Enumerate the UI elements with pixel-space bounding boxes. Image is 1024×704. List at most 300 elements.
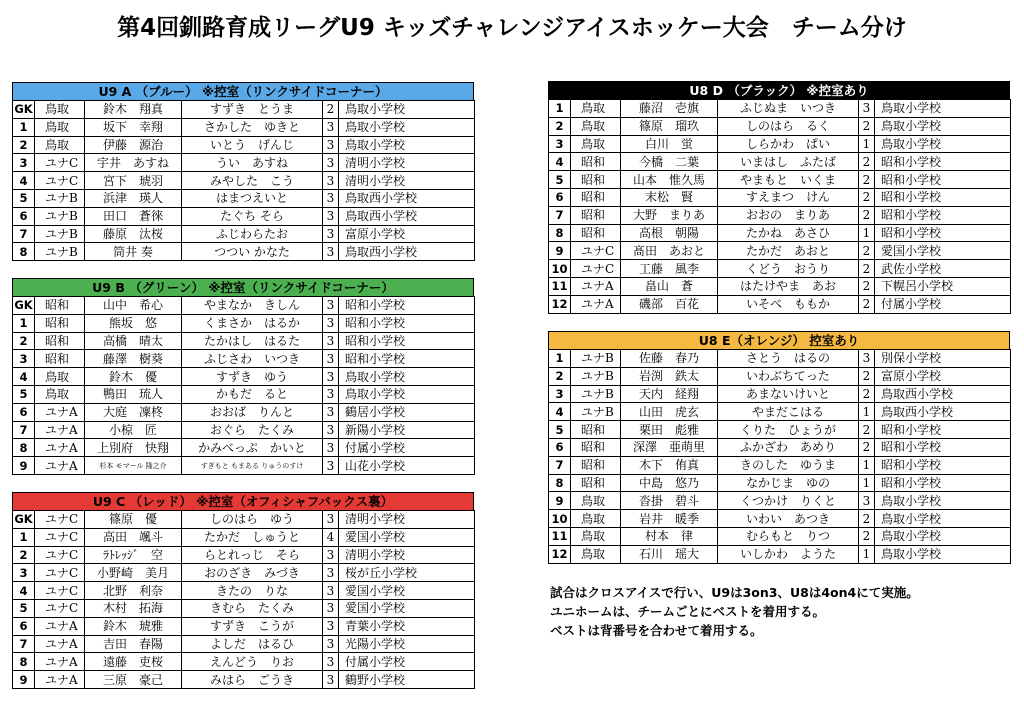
player-name: 三原 豪己 <box>85 671 182 689</box>
player-kana: おおば りんと <box>182 403 323 421</box>
team-name: ユナA <box>571 295 621 313</box>
team-name: 鳥取 <box>571 510 621 528</box>
player-kana: かみべっぷ かいと <box>182 439 323 457</box>
grade: 3 <box>323 207 339 225</box>
grade: 1 <box>859 545 875 563</box>
jersey-number: 11 <box>549 527 571 545</box>
grade: 2 <box>859 367 875 385</box>
school: 鳥取小学校 <box>875 117 1011 135</box>
grade: 3 <box>323 118 339 136</box>
team-name: ユナB <box>571 385 621 403</box>
jersey-number: 3 <box>13 350 35 368</box>
table-row <box>549 206 1011 224</box>
school: 愛国小学校 <box>339 599 475 617</box>
jersey-number: 5 <box>13 189 35 207</box>
jersey-number: 1 <box>13 528 35 546</box>
table-row <box>13 421 475 439</box>
player-name: 篠原 優 <box>85 511 182 529</box>
grade: 3 <box>323 154 339 172</box>
school: 昭和小学校 <box>875 224 1011 242</box>
table-row <box>549 295 1011 313</box>
player-kana: おおの まりあ <box>718 206 859 224</box>
table-row <box>13 564 475 582</box>
jersey-number: 10 <box>549 510 571 528</box>
grade: 2 <box>859 171 875 189</box>
jersey-number: 8 <box>13 653 35 671</box>
player-kana: はまつえいと <box>182 189 323 207</box>
jersey-number: 8 <box>549 224 571 242</box>
table-row <box>13 653 475 671</box>
grade: 3 <box>323 297 339 315</box>
table-row <box>13 528 475 546</box>
player-kana: ふじわらたお <box>182 225 323 243</box>
grade: 3 <box>323 172 339 190</box>
table-row <box>549 385 1011 403</box>
jersey-number: 2 <box>13 136 35 154</box>
jersey-number: 4 <box>549 153 571 171</box>
player-name: 吉田 春陽 <box>85 635 182 653</box>
team-name: 鳥取 <box>35 101 85 119</box>
player-kana: ふかざわ あめり <box>718 438 859 456</box>
team-name: ユナC <box>35 599 85 617</box>
grade: 2 <box>859 188 875 206</box>
team-name: ユナA <box>35 671 85 689</box>
team-name: 鳥取 <box>571 545 621 563</box>
grade: 3 <box>323 368 339 386</box>
player-kana: きむら たくみ <box>182 599 323 617</box>
school: 鳥取小学校 <box>875 545 1011 563</box>
school: 昭和小学校 <box>339 297 475 315</box>
team-name: ユナA <box>35 617 85 635</box>
player-name: 栗田 彪雅 <box>621 421 718 439</box>
grade: 3 <box>323 403 339 421</box>
player-name: 白川 蛍 <box>621 135 718 153</box>
note-line: 試合はクロスアイスで行い、U9は3on3、U8は4on4にて実施。 <box>550 585 919 600</box>
jersey-number: 7 <box>549 206 571 224</box>
team-name: 鳥取 <box>571 527 621 545</box>
table-row <box>549 242 1011 260</box>
team-name: ユナA <box>35 457 85 475</box>
grade: 2 <box>859 438 875 456</box>
player-name: 伊藤 源治 <box>85 136 182 154</box>
team-name: ユナA <box>35 635 85 653</box>
team-u9a-table <box>12 82 474 261</box>
player-name: 篠原 瑠玖 <box>621 117 718 135</box>
player-name: 大庭 凜柊 <box>85 403 182 421</box>
player-kana: しらかわ ぱい <box>718 135 859 153</box>
team-name: ユナB <box>35 189 85 207</box>
table-row <box>13 297 475 315</box>
player-kana: きたの りな <box>182 582 323 600</box>
roster-table <box>548 349 1011 564</box>
team-name: 鳥取 <box>35 385 85 403</box>
school: 鳥取西小学校 <box>339 243 475 261</box>
player-kana: ふじさわ いつき <box>182 350 323 368</box>
player-name: 浜津 瑛人 <box>85 189 182 207</box>
jersey-number: 2 <box>549 367 571 385</box>
school: 付属小学校 <box>339 653 475 671</box>
table-row <box>13 350 475 368</box>
player-name: 高根 朝陽 <box>621 224 718 242</box>
player-kana: なかじま ゆの <box>718 474 859 492</box>
jersey-number: 6 <box>13 207 35 225</box>
jersey-number: 5 <box>13 385 35 403</box>
grade: 3 <box>323 136 339 154</box>
school: 昭和小学校 <box>875 438 1011 456</box>
jersey-number: 6 <box>13 617 35 635</box>
team-name: ユナB <box>571 350 621 368</box>
jersey-number: 7 <box>13 635 35 653</box>
player-kana: しのはら ゆう <box>182 511 323 529</box>
player-kana: いまはし ふたば <box>718 153 859 171</box>
school: 昭和小学校 <box>875 188 1011 206</box>
table-row <box>549 171 1011 189</box>
player-kana: はたけやま あお <box>718 277 859 295</box>
school: 鳥取小学校 <box>875 492 1011 510</box>
player-name: 小野崎 美月 <box>85 564 182 582</box>
player-name: 山本 惟久馬 <box>621 171 718 189</box>
player-kana: きのした ゆうま <box>718 456 859 474</box>
team-name: ユナA <box>35 403 85 421</box>
table-row <box>13 314 475 332</box>
player-name: 筒井 奏 <box>85 243 182 261</box>
player-kana: うい あすね <box>182 154 323 172</box>
school: 鳥取小学校 <box>339 136 475 154</box>
grade: 2 <box>323 101 339 119</box>
jersey-number: 4 <box>13 582 35 600</box>
team-name: 昭和 <box>35 332 85 350</box>
player-name: 藤原 汰桜 <box>85 225 182 243</box>
grade: 2 <box>859 385 875 403</box>
player-kana: いわい あつき <box>718 510 859 528</box>
jersey-number: 9 <box>13 457 35 475</box>
table-row <box>13 403 475 421</box>
school: 光陽小学校 <box>339 635 475 653</box>
team-name: ユナA <box>35 439 85 457</box>
roster-table <box>12 100 475 261</box>
team-name: 鳥取 <box>571 492 621 510</box>
school: 鳥取小学校 <box>339 385 475 403</box>
school: 富原小学校 <box>875 367 1011 385</box>
grade: 2 <box>859 153 875 171</box>
table-row <box>549 188 1011 206</box>
player-kana: すずき ゆう <box>182 368 323 386</box>
player-name: 田口 蒼徠 <box>85 207 182 225</box>
player-name: 工藤 風李 <box>621 260 718 278</box>
jersey-number: 10 <box>549 260 571 278</box>
player-kana: おのざき みづき <box>182 564 323 582</box>
player-name: 末松 賢 <box>621 188 718 206</box>
school: 昭和小学校 <box>875 206 1011 224</box>
table-row <box>13 172 475 190</box>
player-kana: すずき とうま <box>182 101 323 119</box>
team-name: ユナC <box>35 172 85 190</box>
table-row <box>13 136 475 154</box>
jersey-number: 7 <box>13 421 35 439</box>
note-line: ユニホームは、チームごとにベストを着用する。 <box>550 604 826 619</box>
jersey-number: 1 <box>549 350 571 368</box>
team-name: ユナC <box>35 564 85 582</box>
player-kana: いしかわ ようた <box>718 545 859 563</box>
school: 鳥取小学校 <box>339 101 475 119</box>
grade: 3 <box>323 511 339 529</box>
player-kana: ふじぬま いつき <box>718 100 859 118</box>
grade: 3 <box>323 243 339 261</box>
grade: 3 <box>323 653 339 671</box>
jersey-number: 7 <box>13 225 35 243</box>
jersey-number: 1 <box>13 118 35 136</box>
school: 昭和小学校 <box>875 421 1011 439</box>
grade: 3 <box>323 546 339 564</box>
team-header: U8 D （ブラック） ※控室あり <box>548 81 1010 99</box>
jersey-number: 3 <box>13 154 35 172</box>
team-name: 昭和 <box>571 456 621 474</box>
grade: 2 <box>859 260 875 278</box>
team-name: ユナC <box>571 260 621 278</box>
grade: 2 <box>859 295 875 313</box>
player-kana: いとう げんじ <box>182 136 323 154</box>
player-name: 畠山 蒼 <box>621 277 718 295</box>
table-row <box>549 510 1011 528</box>
table-row <box>549 153 1011 171</box>
table-row <box>13 368 475 386</box>
school: 鳥取小学校 <box>339 118 475 136</box>
player-name: 上別府 快翔 <box>85 439 182 457</box>
school: 愛国小学校 <box>875 242 1011 260</box>
grade: 3 <box>323 385 339 403</box>
player-name: 高橋 晴太 <box>85 332 182 350</box>
player-name: 村本 律 <box>621 527 718 545</box>
player-name: 高田 颯斗 <box>85 528 182 546</box>
table-row <box>549 277 1011 295</box>
grade: 1 <box>859 456 875 474</box>
page-title: 第4回釧路育成リーグU9 キッズチャレンジアイスホッケー大会 チーム分け <box>117 15 907 41</box>
school: 富原小学校 <box>339 225 475 243</box>
grade: 2 <box>859 510 875 528</box>
grade: 3 <box>323 189 339 207</box>
team-u9c-table <box>12 492 474 689</box>
grade: 3 <box>859 350 875 368</box>
table-row <box>549 545 1011 563</box>
team-header: U9 C （レッド） ※控室（オフィシャフバックス裏） <box>12 492 474 510</box>
player-kana: らとれっじ そら <box>182 546 323 564</box>
jersey-number: GK <box>14 298 33 313</box>
jersey-number: 3 <box>549 385 571 403</box>
school: 鳥取小学校 <box>875 100 1011 118</box>
table-row <box>13 385 475 403</box>
team-name: ユナC <box>35 546 85 564</box>
grade: 3 <box>323 332 339 350</box>
table-row <box>549 135 1011 153</box>
player-kana: いわぶちてった <box>718 367 859 385</box>
player-name: 天内 経翔 <box>621 385 718 403</box>
team-name: ユナB <box>571 367 621 385</box>
player-name: 鈴木 優 <box>85 368 182 386</box>
player-name: 杉本 モマール 隆之介 <box>85 457 182 475</box>
player-name: 佐藤 春乃 <box>621 350 718 368</box>
notes <box>550 583 1010 640</box>
table-row <box>13 671 475 689</box>
player-name: 坂下 幸翔 <box>85 118 182 136</box>
player-name: 今橋 二葉 <box>621 153 718 171</box>
grade: 1 <box>859 224 875 242</box>
team-name: ユナB <box>35 207 85 225</box>
team-name: 鳥取 <box>571 100 621 118</box>
jersey-number: 5 <box>549 171 571 189</box>
jersey-number: 3 <box>13 564 35 582</box>
jersey-number: 2 <box>549 117 571 135</box>
player-kana: えんどう りお <box>182 653 323 671</box>
grade: 3 <box>323 599 339 617</box>
grade: 3 <box>859 492 875 510</box>
player-kana: たかはし はるた <box>182 332 323 350</box>
table-row <box>13 243 475 261</box>
player-kana: みはら ごうき <box>182 671 323 689</box>
grade: 3 <box>323 225 339 243</box>
player-kana: やまだこはる <box>718 403 859 421</box>
school: 愛国小学校 <box>339 582 475 600</box>
table-row <box>13 457 475 475</box>
table-row <box>13 617 475 635</box>
school: 昭和小学校 <box>875 474 1011 492</box>
table-row <box>13 225 475 243</box>
team-name: 鳥取 <box>571 135 621 153</box>
table-row <box>549 403 1011 421</box>
player-name: 熊坂 悠 <box>85 314 182 332</box>
table-row <box>549 260 1011 278</box>
table-row <box>549 421 1011 439</box>
school: 鶴居小学校 <box>339 403 475 421</box>
school: 別保小学校 <box>875 350 1011 368</box>
team-name: 鳥取 <box>35 368 85 386</box>
table-row <box>549 456 1011 474</box>
school: 付属小学校 <box>339 439 475 457</box>
grade: 2 <box>859 206 875 224</box>
player-kana: さとう はるの <box>718 350 859 368</box>
player-kana: すぎもと もまある りゅうのすけ <box>182 457 323 475</box>
grade: 1 <box>859 474 875 492</box>
player-kana: たかね あさひ <box>718 224 859 242</box>
grade: 3 <box>323 671 339 689</box>
jersey-number: 8 <box>549 474 571 492</box>
jersey-number: 9 <box>549 492 571 510</box>
jersey-number: 6 <box>13 403 35 421</box>
player-name: 北野 利奈 <box>85 582 182 600</box>
team-name: 昭和 <box>571 153 621 171</box>
roster-table <box>548 99 1011 314</box>
team-name: ユナC <box>35 154 85 172</box>
team-name: ユナA <box>571 277 621 295</box>
grade: 2 <box>859 527 875 545</box>
player-kana: たかだ しゅうと <box>182 528 323 546</box>
roster-table <box>12 510 475 689</box>
table-row <box>549 100 1011 118</box>
jersey-number: 9 <box>13 671 35 689</box>
jersey-number: 1 <box>549 100 571 118</box>
jersey-number: 8 <box>13 243 35 261</box>
player-name: 宇井 あすね <box>85 154 182 172</box>
team-name: 昭和 <box>35 350 85 368</box>
team-u8e-table <box>548 331 1010 564</box>
jersey-number: GK <box>14 512 33 527</box>
jersey-number: GK <box>14 102 33 117</box>
table-row <box>549 350 1011 368</box>
school: 青葉小学校 <box>339 617 475 635</box>
team-name: 昭和 <box>571 171 621 189</box>
player-name: ﾗﾄﾚｯｼﾞ 空 <box>85 546 182 564</box>
table-row <box>13 332 475 350</box>
grade: 3 <box>859 100 875 118</box>
grade: 3 <box>323 635 339 653</box>
jersey-number: 12 <box>549 295 571 313</box>
player-name: 岩渕 鉄太 <box>621 367 718 385</box>
school: 山花小学校 <box>339 457 475 475</box>
player-name: 木下 侑真 <box>621 456 718 474</box>
team-u8d-table <box>548 81 1010 314</box>
team-name: ユナA <box>35 421 85 439</box>
school: 新陽小学校 <box>339 421 475 439</box>
jersey-number: 4 <box>13 368 35 386</box>
player-kana: くまさか はるか <box>182 314 323 332</box>
table-row <box>549 367 1011 385</box>
jersey-number: 12 <box>549 545 571 563</box>
grade: 1 <box>859 135 875 153</box>
team-name: 昭和 <box>571 206 621 224</box>
jersey-number: 5 <box>13 599 35 617</box>
player-name: 藤沼 壱旗 <box>621 100 718 118</box>
player-name: 鈴木 翔真 <box>85 101 182 119</box>
jersey-number: 11 <box>549 277 571 295</box>
school: 鳥取西小学校 <box>339 207 475 225</box>
table-row <box>13 101 475 119</box>
player-name: 中島 悠乃 <box>621 474 718 492</box>
player-kana: すえまつ けん <box>718 188 859 206</box>
school: 清明小学校 <box>339 154 475 172</box>
school: 昭和小学校 <box>875 153 1011 171</box>
table-row <box>549 474 1011 492</box>
grade: 2 <box>859 421 875 439</box>
grade: 2 <box>859 117 875 135</box>
team-header: U9 B （グリーン） ※控室（リンクサイドコーナー） <box>12 278 474 296</box>
table-row <box>13 599 475 617</box>
jersey-number: 5 <box>549 421 571 439</box>
school: 付属小学校 <box>875 295 1011 313</box>
school: 昭和小学校 <box>339 314 475 332</box>
school: 愛国小学校 <box>339 528 475 546</box>
grade: 4 <box>323 528 339 546</box>
player-kana: たぐち そら <box>182 207 323 225</box>
player-name: 岩井 暖季 <box>621 510 718 528</box>
player-kana: やまもと いくま <box>718 171 859 189</box>
team-name: 昭和 <box>571 421 621 439</box>
player-kana: やまなか きしん <box>182 297 323 315</box>
player-kana: よしだ はるひ <box>182 635 323 653</box>
team-u9b-table <box>12 278 474 475</box>
player-kana: くつかけ りくと <box>718 492 859 510</box>
player-kana: かもだ ると <box>182 385 323 403</box>
player-kana: みやした こう <box>182 172 323 190</box>
player-name: 磯部 百花 <box>621 295 718 313</box>
table-row <box>13 582 475 600</box>
player-name: 石川 瑶大 <box>621 545 718 563</box>
player-name: 宮下 琥羽 <box>85 172 182 190</box>
team-name: 昭和 <box>571 474 621 492</box>
player-name: 深澤 亜萌里 <box>621 438 718 456</box>
team-name: 昭和 <box>35 297 85 315</box>
school: 桜が丘小学校 <box>339 564 475 582</box>
jersey-number: 2 <box>13 546 35 564</box>
player-name: 山田 虎玄 <box>621 403 718 421</box>
